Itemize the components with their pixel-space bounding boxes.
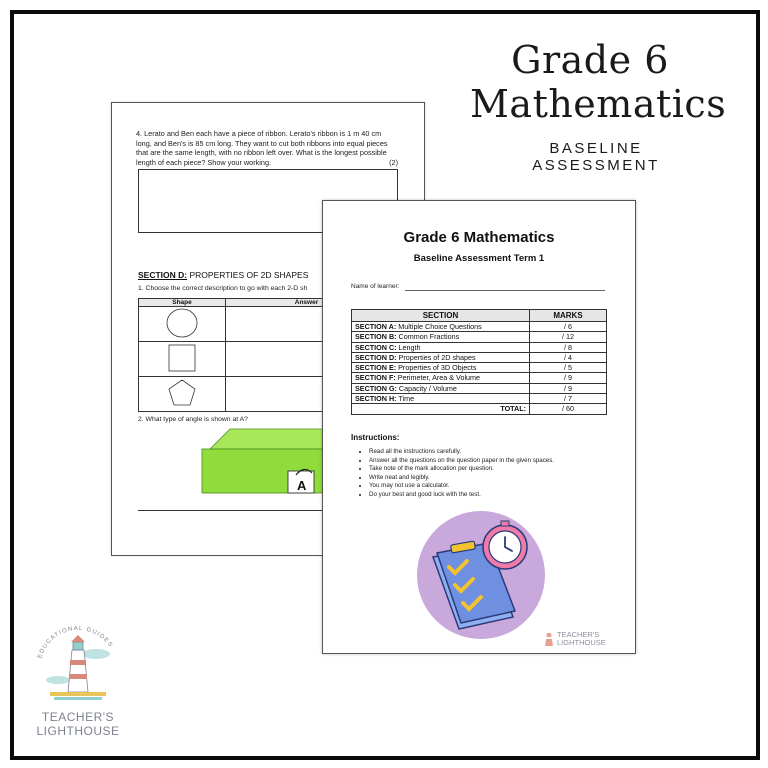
brand-line2: LIGHTHOUSE bbox=[36, 724, 120, 738]
section-d-heading: SECTION D: PROPERTIES OF 2D SHAPES bbox=[138, 270, 309, 280]
angle-label: A bbox=[297, 478, 307, 493]
section-code: SECTION E: bbox=[355, 363, 397, 373]
table-row bbox=[352, 363, 607, 373]
section-marks-cell: / 9 bbox=[530, 383, 607, 393]
marks-column-header: MARKS bbox=[530, 310, 607, 322]
section-name: Common Fractions bbox=[396, 332, 460, 342]
section-marks-cell: / 5 bbox=[530, 363, 607, 373]
brand-arc-text: EDUCATIONAL GUIDES bbox=[37, 625, 114, 660]
table-row bbox=[352, 322, 607, 332]
section-name: Properties of 3D Objects bbox=[396, 363, 477, 373]
section-marks-cell: / 6 bbox=[530, 322, 607, 332]
section-column-header: SECTION bbox=[352, 310, 530, 322]
section-code: SECTION C: bbox=[355, 342, 397, 352]
section-marks-cell: / 12 bbox=[530, 332, 607, 342]
total-label: TOTAL: bbox=[352, 404, 530, 414]
section-code: SECTION F: bbox=[355, 373, 396, 383]
table-row bbox=[352, 332, 607, 342]
table-row bbox=[352, 342, 607, 352]
lighthouse-logo-icon bbox=[28, 620, 128, 710]
instruction-item: • You may not use a calculator. bbox=[369, 482, 554, 491]
table-row bbox=[352, 373, 607, 383]
shape-cell bbox=[139, 377, 226, 412]
table-row bbox=[352, 352, 607, 362]
section-name: Multiple Choice Questions bbox=[396, 322, 482, 331]
instructions-heading: Instructions: bbox=[351, 433, 400, 442]
total-marks: / 60 bbox=[530, 404, 607, 414]
section-name: Length bbox=[396, 342, 421, 352]
lighthouse-icon bbox=[543, 631, 555, 647]
shape-cell bbox=[139, 307, 226, 342]
front-page-logo-line1: TEACHER'S bbox=[557, 630, 600, 639]
learner-name-line bbox=[405, 290, 605, 291]
learner-name-label: Name of learner: bbox=[351, 283, 400, 290]
section-code: SECTION B: bbox=[355, 332, 397, 342]
question-2: 2. What type of angle is shown at A? bbox=[138, 416, 248, 423]
pentagon-shape bbox=[162, 377, 202, 409]
section-name-cell bbox=[352, 363, 530, 373]
section-name-cell bbox=[352, 383, 530, 393]
section-name-cell bbox=[352, 394, 530, 404]
section-code: SECTION H: bbox=[355, 394, 397, 404]
section-code: SECTION A: bbox=[355, 322, 397, 331]
section-name-cell bbox=[352, 342, 530, 352]
section-code: SECTION G: bbox=[355, 383, 397, 393]
title-grade: Grade 6 bbox=[511, 38, 669, 82]
instruction-item: • Take note of the mark allocation per question. bbox=[369, 465, 554, 474]
title-subject: Mathematics bbox=[470, 82, 727, 126]
question-4: 4. Lerato and Ben each have a piece of ribbon. Lerato's ribbon is 1 m 40 cm long, and Ben's is 85 cm long. They want to cut both ribbons into equal pieces that are the same length, with no ribbon left over. What is the longest possible length of each piece? Show your working. (2) bbox=[136, 129, 398, 167]
section-name-cell bbox=[352, 332, 530, 342]
section-marks-cell: / 7 bbox=[530, 394, 607, 404]
section-name: Capacity / Volume bbox=[396, 383, 457, 393]
section-marks-cell: / 8 bbox=[530, 342, 607, 352]
section-marks-cell: / 9 bbox=[530, 373, 607, 383]
section-name: Perimeter, Area & Volume bbox=[395, 373, 481, 383]
front-page-subtitle: Baseline Assessment Term 1 bbox=[413, 253, 545, 264]
section-name-cell bbox=[352, 352, 530, 362]
section-name: Properties of 2D shapes bbox=[396, 352, 476, 362]
front-page-logo-line2: LIGHTHOUSE bbox=[557, 638, 606, 647]
section-name-cell bbox=[352, 373, 530, 383]
section-marks-cell: / 4 bbox=[530, 352, 607, 362]
front-page-preview bbox=[322, 200, 636, 654]
instruction-item: • Answer all the questions on the question paper in the given spaces. bbox=[369, 457, 554, 466]
circle-shape bbox=[162, 307, 202, 339]
brand-line1: TEACHER'S bbox=[41, 710, 115, 724]
instruction-item: • Do your best and good luck with the test. bbox=[369, 491, 554, 500]
square-shape bbox=[162, 342, 202, 374]
section-d-question-1: 1. Choose the correct description to go with each 2-D sh bbox=[138, 285, 308, 292]
rectangular-prism-image bbox=[200, 427, 330, 497]
table-row bbox=[352, 394, 607, 404]
instructions-list bbox=[359, 448, 554, 500]
section-code: SECTION D: bbox=[355, 352, 397, 362]
marks-table bbox=[351, 309, 607, 415]
front-page-logo bbox=[557, 631, 606, 647]
answer-header: Answer bbox=[226, 299, 388, 307]
question-4-marks: (2) bbox=[389, 157, 398, 167]
section-name: Time bbox=[396, 394, 415, 404]
instruction-item: • Write neat and legibly. bbox=[369, 474, 554, 483]
title-assessment: BASELINE ASSESSMENT bbox=[532, 140, 660, 174]
front-page-title: Grade 6 Mathematics bbox=[403, 229, 555, 246]
shape-header: Shape bbox=[139, 299, 226, 307]
brand-logo bbox=[28, 620, 128, 740]
section-name-cell bbox=[352, 322, 530, 332]
table-row bbox=[352, 383, 607, 393]
instruction-item: • Read all the instructions carefully. bbox=[369, 448, 554, 457]
shape-cell bbox=[139, 342, 226, 377]
clipboard-clock-illustration bbox=[415, 509, 547, 641]
